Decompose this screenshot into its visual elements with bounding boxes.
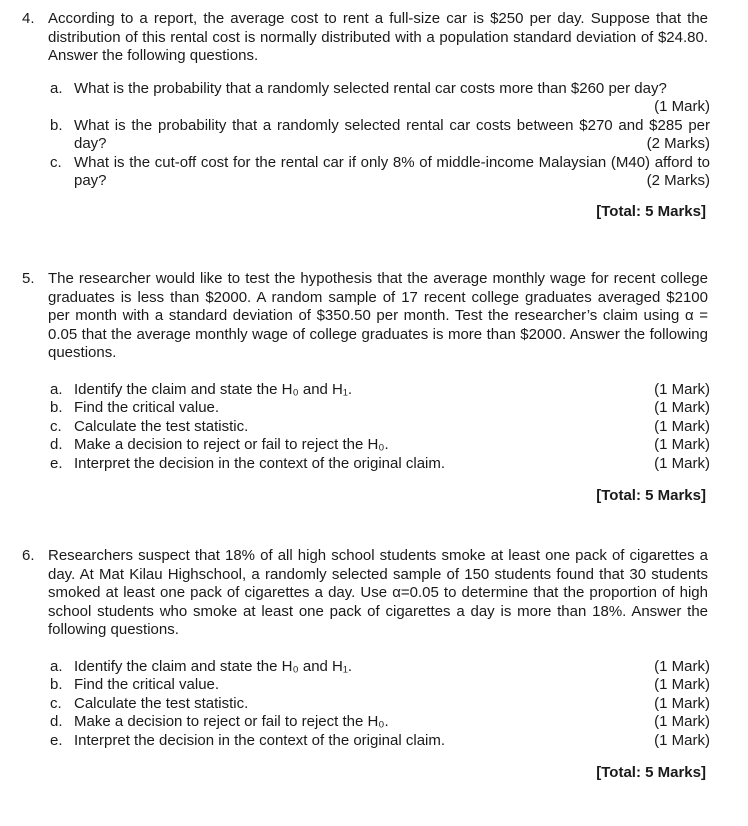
part-letter: c. xyxy=(50,417,62,435)
question-part xyxy=(50,732,710,751)
question-part xyxy=(50,713,710,732)
part-letter: d. xyxy=(50,436,63,453)
part-marks: (1 Mark) xyxy=(654,731,710,749)
question-part xyxy=(50,676,710,695)
question-number: 4. xyxy=(22,10,35,27)
question-part xyxy=(50,455,710,474)
part-text: Make a decision to reject or fail to reject the H₀. xyxy=(74,713,389,730)
part-marks: (1 Mark) xyxy=(654,399,710,416)
question-parts xyxy=(50,658,710,751)
question-part xyxy=(50,418,710,437)
part-text: Calculate the test statistic. xyxy=(74,417,249,435)
part-letter: a. xyxy=(50,380,63,398)
question-part xyxy=(50,381,710,400)
part-marks: (2 Marks) xyxy=(646,172,710,189)
part-text: What is the cut-off cost for the rental car if only 8% of middle-income Malaysian (M40) afford to pay? xyxy=(74,153,710,189)
part-marks: (1 Mark) xyxy=(654,436,710,453)
part-letter: a. xyxy=(50,79,63,97)
part-letter: b. xyxy=(50,116,63,134)
question-4 xyxy=(22,10,712,221)
part-text: Interpret the decision in the context of the original claim. xyxy=(74,454,446,472)
question-part xyxy=(50,658,710,677)
part-marks: (1 Mark) xyxy=(654,417,710,435)
question-5 xyxy=(22,270,712,506)
part-text: What is the probability that a randomly selected rental car costs more than $260 per day? xyxy=(74,79,667,97)
part-marks: (2 Marks) xyxy=(646,135,710,152)
question-part xyxy=(50,117,710,154)
question-part xyxy=(50,436,710,455)
part-text: Identify the claim and state the H₀ and H₁. xyxy=(74,380,353,398)
part-letter: d. xyxy=(50,713,63,730)
question-part xyxy=(50,399,710,418)
question-part xyxy=(50,154,710,191)
part-letter: c. xyxy=(50,694,62,712)
part-text: Make a decision to reject or fail to reject the H₀. xyxy=(74,436,389,453)
part-letter: b. xyxy=(50,676,63,693)
part-letter: a. xyxy=(50,657,63,675)
question-parts xyxy=(50,80,710,191)
total-marks: [Total: 5 Marks] xyxy=(596,487,706,504)
part-text: Find the critical value. xyxy=(74,399,220,416)
part-text: Identify the claim and state the H₀ and H₁. xyxy=(74,657,353,675)
part-letter: e. xyxy=(50,731,63,749)
part-text: Find the critical value. xyxy=(74,676,220,693)
question-text: According to a report, the average cost to rent a full-size car is $250 per day. Suppose that the distribution of this rental cost is normally distributed with a population standard deviation of $24.80. Answer the following questions. xyxy=(48,10,708,64)
part-marks: (1 Mark) xyxy=(654,676,710,693)
part-marks: (1 Mark) xyxy=(654,454,710,472)
question-parts xyxy=(50,381,710,474)
question-text: The researcher would like to test the hypothesis that the average monthly wage for recent college graduates is less than $2000. A random sample of 17 recent college graduates averaged $2100 per month with a standard deviation of $350.50 per month. Test the researcher’s claim using α = 0.05 that the average monthly wage of college graduates is more than $2000. Answer the following questions. xyxy=(48,270,708,361)
question-text: Researchers suspect that 18% of all high school students smoke at least one pack of cigarettes a day. At Mat Kilau Highschool, a randomly selected sample of 150 students found that 30 students smoked at least one pack of cigarettes a day. Use α=0.05 to determine that the proportion of high school students who smoke at least one pack of cigarettes a day is more than 18%. Answer the following questions. xyxy=(48,547,708,638)
part-marks: (1 Mark) xyxy=(654,713,710,730)
part-letter: c. xyxy=(50,153,62,171)
question-number: 5. xyxy=(22,270,35,287)
part-text: What is the probability that a randomly selected rental car costs between $270 and $285 per day? xyxy=(74,116,710,152)
question-number: 6. xyxy=(22,547,35,564)
part-marks: (1 Mark) xyxy=(654,98,710,115)
part-marks: (1 Mark) xyxy=(654,380,710,398)
part-letter: e. xyxy=(50,454,63,472)
part-marks: (1 Mark) xyxy=(654,657,710,675)
question-part xyxy=(50,695,710,714)
part-text: Interpret the decision in the context of the original claim. xyxy=(74,731,446,749)
part-letter: b. xyxy=(50,399,63,416)
question-part xyxy=(50,80,710,117)
question-6 xyxy=(22,547,712,783)
total-marks: [Total: 5 Marks] xyxy=(596,202,706,220)
total-marks: [Total: 5 Marks] xyxy=(596,764,706,781)
part-text: Calculate the test statistic. xyxy=(74,694,249,712)
part-marks: (1 Mark) xyxy=(654,694,710,712)
